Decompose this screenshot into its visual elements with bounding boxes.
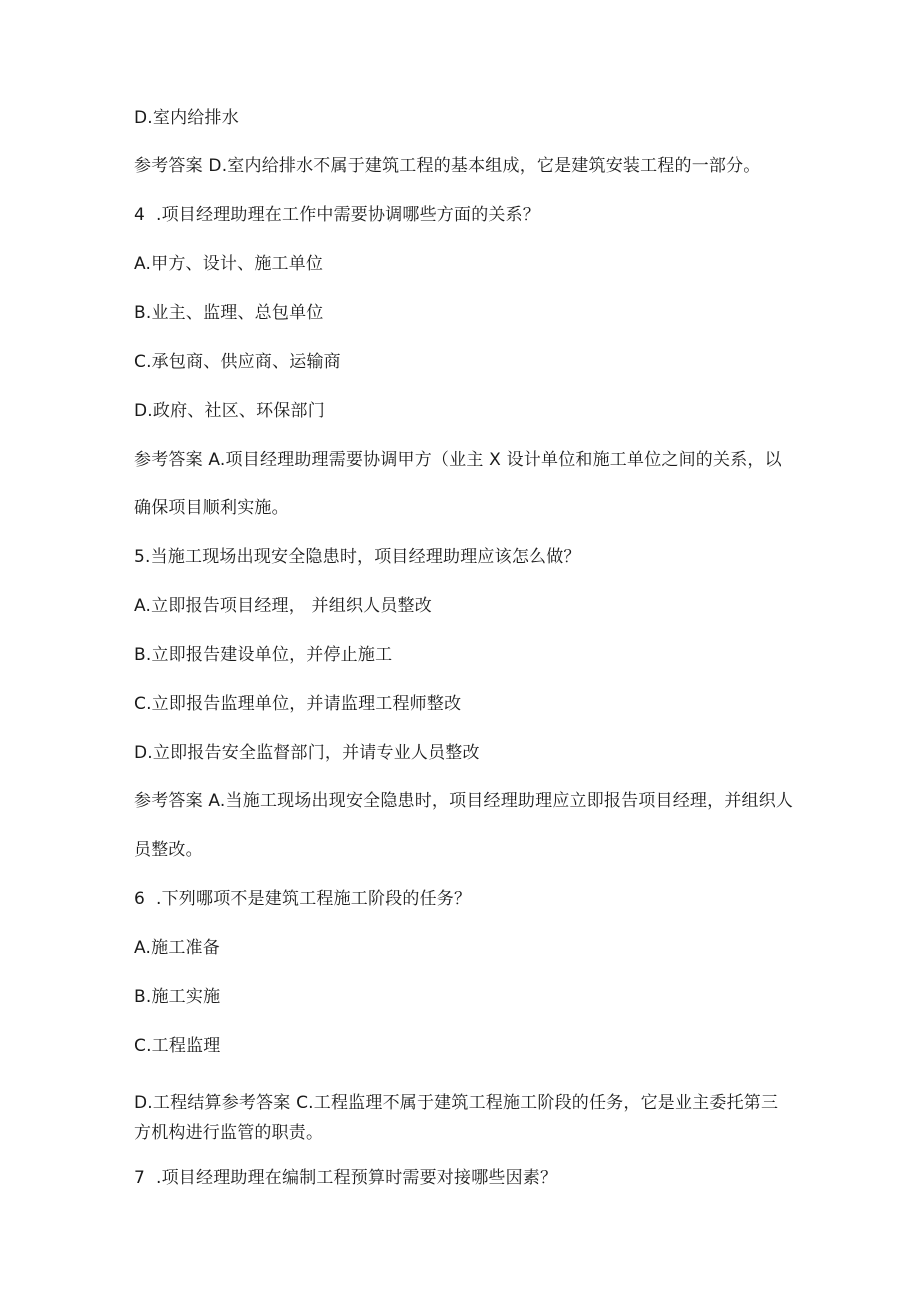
option-c-text: C.承包商、供应商、运输商 (134, 352, 341, 372)
answer-text: 参考答案 D.室内给排水不属于建筑工程的基本组成，它是建筑安装工程的一部分。 (134, 156, 761, 176)
answer-text-continued: 员整改。 (134, 840, 203, 860)
question-text: .下列哪项不是建筑工程施工阶段的任务？ (156, 889, 472, 909)
option-c-text: C.工程监理 (134, 1036, 221, 1056)
answer-text: 参考答案 A.当施工现场出现安全隐患时，项目经理助理应立即报告项目经理，并组织人 (134, 791, 794, 811)
question-number: 4 (134, 205, 146, 225)
option-b-text: B.立即报告建设单位，并停止施工 (134, 645, 393, 665)
option-c-text: C.立即报告监理单位，并请监理工程师整改 (134, 694, 462, 714)
question-text: .项目经理助理在编制工程预算时需要对接哪些因素？ (156, 1168, 558, 1188)
option-b-text: B.业主、监理、总包单位 (134, 303, 324, 323)
option-b-text: B.施工实施 (134, 987, 221, 1007)
answer-text-continued: 确保项目顺利实施。 (134, 498, 289, 518)
option-d-answer-text: D.工程结算参考答案 C.工程监理不属于建筑工程施工阶段的任务，它是业主委托第三 (134, 1093, 779, 1113)
option-a-text: A.立即报告项目经理， 并组织人员整改 (134, 596, 432, 616)
question-6 (134, 888, 471, 910)
answer-text: 参考答案 A.项目经理助理需要协调甲方（业主 X 设计单位和施工单位之间的关系，以 (134, 450, 782, 470)
answer-text-continued: 方机构进行监管的职责。 (134, 1123, 324, 1143)
question-4 (134, 204, 540, 226)
question-7 (134, 1167, 557, 1189)
option-a-text: A.施工准备 (134, 938, 220, 958)
option-d-text: D.立即报告安全监督部门，并请专业人员整改 (134, 743, 480, 763)
option-d-text: D.室内给排水 (134, 108, 239, 128)
question-5: 5.当施工现场出现安全隐患时，项目经理助理应该怎么做？ (134, 547, 581, 567)
option-a-text: A.甲方、设计、施工单位 (134, 254, 324, 274)
option-d-text: D.政府、社区、环保部门 (134, 401, 325, 421)
question-number: 6 (134, 889, 146, 909)
question-number: 7 (134, 1168, 146, 1188)
question-text: .项目经理助理在工作中需要协调哪些方面的关系？ (156, 205, 541, 225)
